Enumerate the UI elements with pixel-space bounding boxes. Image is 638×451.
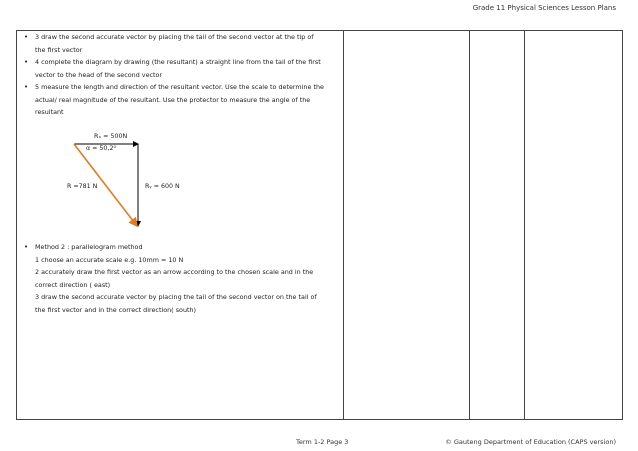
method-2-title: Method 2 : parallelogram method: [35, 243, 143, 251]
step-5-line-2: actual/ real magnitude of the resultant. Use the protector to measure the angle of the: [35, 95, 311, 104]
page-header: Grade 11 Physical Sciences Lesson Plans: [472, 4, 616, 12]
step-4-line-1: 4 complete the diagram by drawing (the resultant) a straight line from the tail of the first: [35, 58, 321, 66]
method-2-line-2: 2 accurately draw the first vector as an arrow according to the chosen scale and in the: [35, 268, 314, 276]
column-divider-1: [343, 31, 344, 419]
method-2-line-3: correct direction ( east): [35, 280, 111, 289]
ry-label: Rᵧ = 600 N: [145, 183, 180, 190]
resultant-label: R =781 N: [67, 183, 98, 190]
footer-page-number: Term 1-2 Page 3: [296, 438, 349, 446]
bullet-icon: •: [24, 243, 29, 251]
method-2-line-5: the first vector and in the correct direction( south): [35, 305, 197, 314]
method-2-line-4: 3 draw the second accurate vector by placing the tail of the second vector on the tail of: [35, 293, 317, 301]
vector-diagram-svg: [17, 31, 343, 251]
step-3-line-1: 3 draw the second accurate vector by placing the tail of the second vector at the tip of: [35, 33, 314, 41]
footer-copyright: © Gauteng Department of Education (CAPS version): [445, 438, 616, 446]
step-5-line-1: 5 measure the length and direction of the resultant vector. Use the scale to determine the: [35, 83, 324, 91]
column-divider-3: [524, 31, 525, 419]
method-2-line-1: 1 choose an accurate scale e.g. 10mm = 10 N: [35, 255, 184, 264]
bullet-icon: •: [24, 33, 29, 41]
column-divider-2: [469, 31, 470, 419]
alpha-angle-label: α = 50,2⁰: [86, 145, 116, 152]
step-4-line-2: vector to the head of the second vector: [35, 70, 163, 79]
step-5-line-3: resultant: [35, 108, 64, 116]
rx-label: Rₓ = 500N: [94, 133, 128, 140]
step-3-line-2: the first vector: [35, 45, 83, 54]
lesson-plan-table: [16, 30, 623, 420]
vector-diagram: [17, 31, 343, 251]
bullet-icon: •: [24, 83, 29, 91]
bullet-icon: •: [24, 58, 29, 66]
